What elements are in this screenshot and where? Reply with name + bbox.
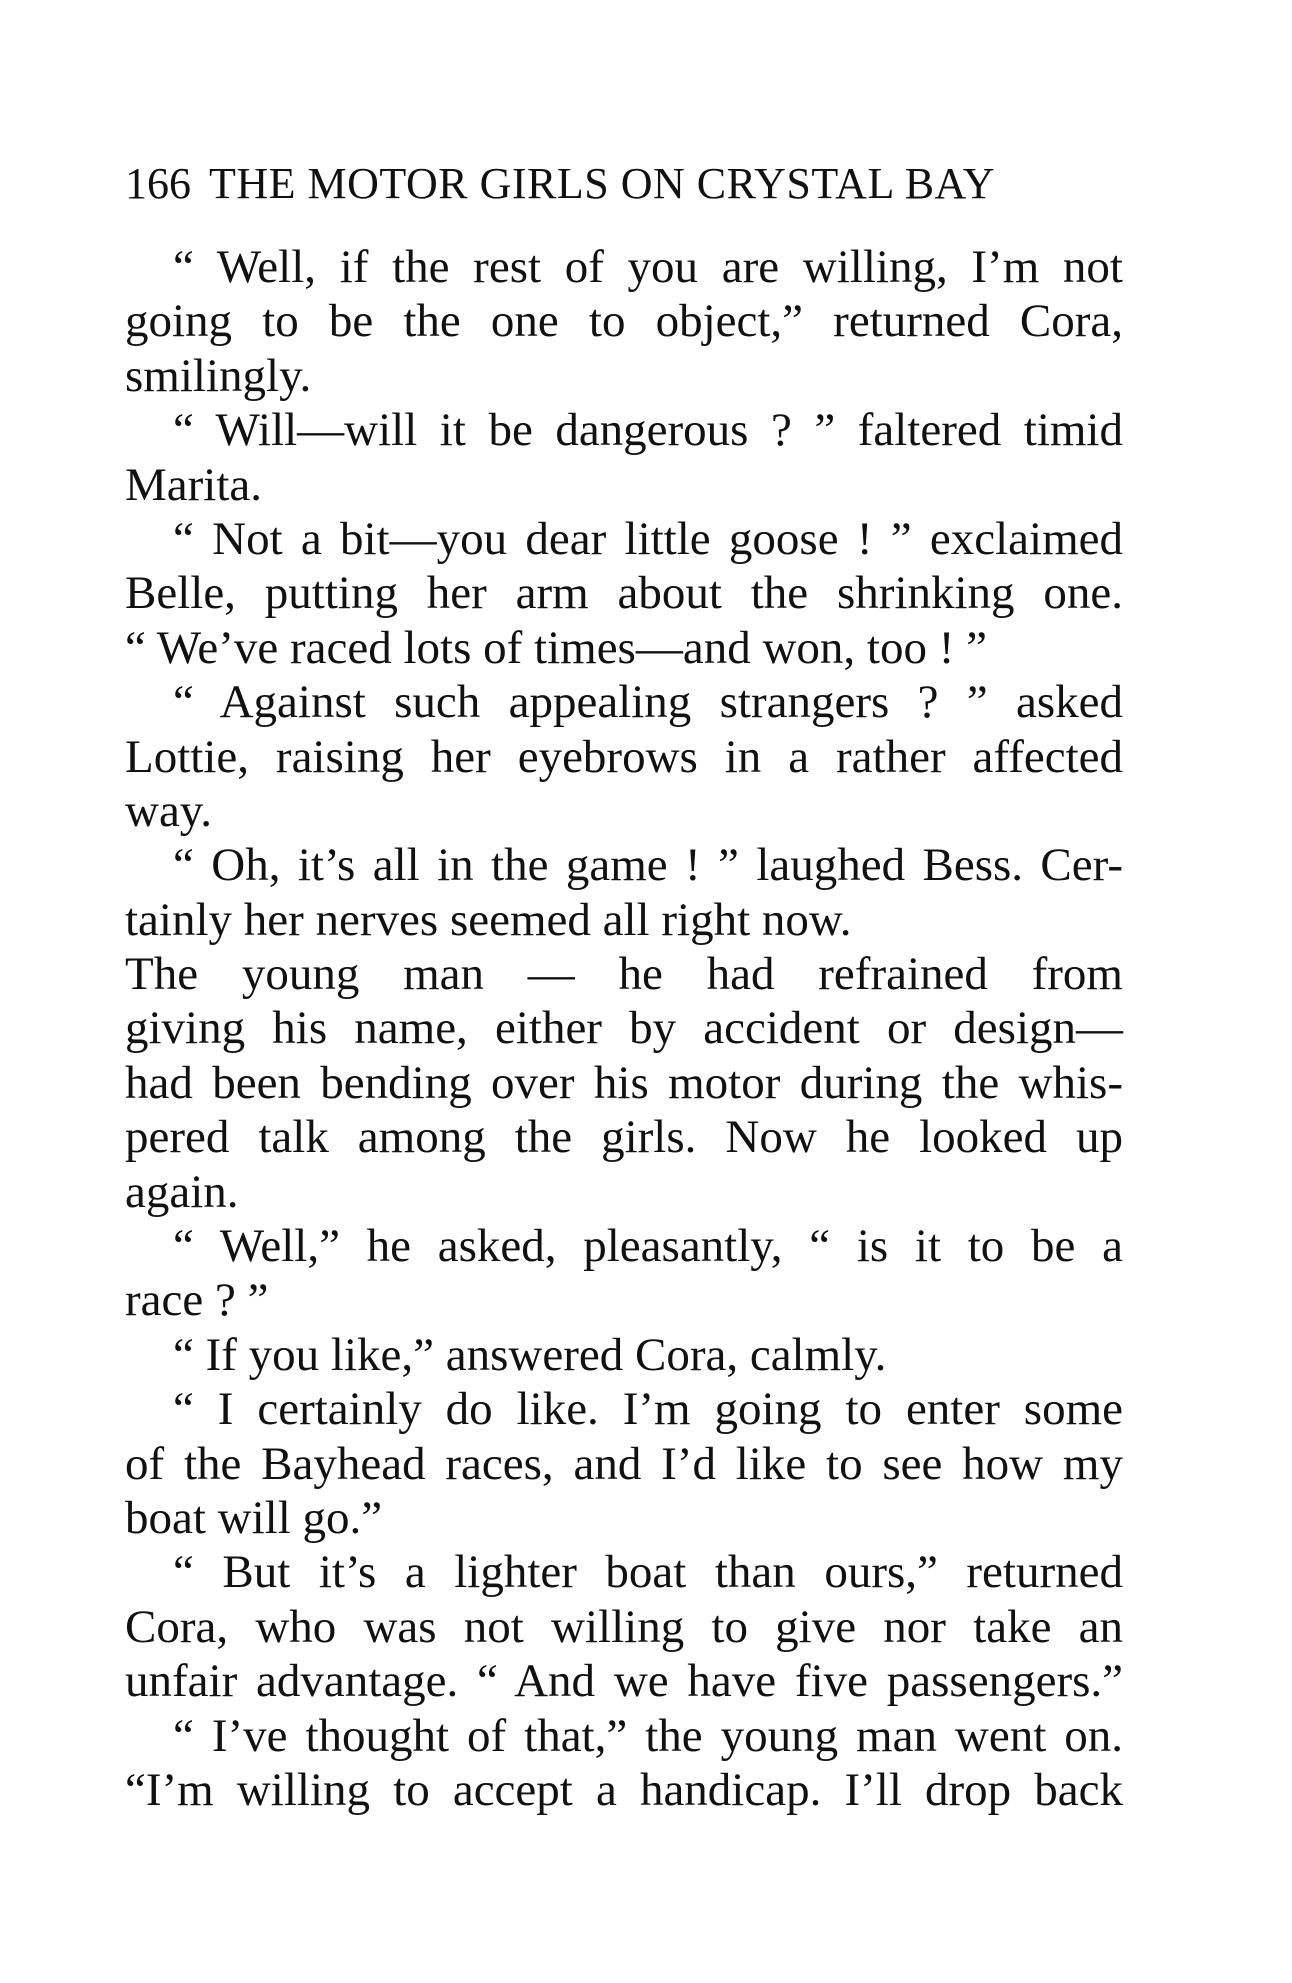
text-line: Marita.: [125, 458, 263, 511]
text-line: Belle, putting her arm about the shrinking one.: [125, 567, 1123, 620]
text-line: again.: [125, 1165, 239, 1218]
text-line: “ Against such appealing strangers ? ” asked: [173, 676, 1123, 729]
text-line: race ? ”: [125, 1274, 269, 1327]
text-line: “ Not a bit—you dear little goose ! ” exclaimed: [173, 512, 1123, 565]
text-line: “ Well,” he asked, pleasantly, “ is it to be a: [173, 1220, 1123, 1273]
text-line: “ If you like,” answered Cora, calmly.: [173, 1328, 887, 1381]
text-line: giving his name, either by accident or design—: [125, 1002, 1123, 1055]
text-line: Cora, who was not willing to give nor take an: [125, 1600, 1123, 1653]
text-line: “ Well, if the rest of you are willing, I’m not: [173, 241, 1123, 293]
text-line: unfair advantage. “ And we have five passengers.”: [125, 1655, 1123, 1708]
text-line: “I’m willing to accept a handicap. I’ll drop back: [125, 1763, 1123, 1816]
text-line: The young man — he had refrained from: [125, 948, 1123, 1001]
text-line: going to be the one to object,” returned Cora,: [125, 295, 1123, 348]
text-line: boat will go.”: [125, 1491, 383, 1544]
page-header: [125, 156, 1125, 212]
text-line: pered talk among the girls. Now he looked up: [125, 1111, 1123, 1164]
text-line: way.: [125, 784, 213, 837]
text-line: of the Bayhead races, and I’d like to see how my: [125, 1437, 1123, 1490]
body-text: [125, 240, 1123, 1817]
text-line: “ We’ve raced lots of times—and won, too ! ”: [125, 621, 987, 674]
text-line: “ Oh, it’s all in the game ! ” laughed Bess. Cer-: [173, 839, 1123, 892]
text-line: “ Will—will it be dangerous ? ” faltered timid: [173, 404, 1123, 457]
text-line: tainly her nerves seemed all right now.: [125, 893, 852, 946]
text-line: “ I certainly do like. I’m going to enter some: [173, 1383, 1123, 1436]
text-line: “ I’ve thought of that,” the young man went on.: [173, 1709, 1123, 1762]
page-number: 166: [125, 159, 191, 208]
text-line: had been bending over his motor during the whis-: [125, 1056, 1123, 1109]
text-line: smilingly.: [125, 349, 312, 402]
text-line: “ But it’s a lighter boat than ours,” returned: [173, 1546, 1123, 1599]
running-title: THE MOTOR GIRLS ON CRYSTAL BAY: [209, 159, 996, 208]
text-line: Lottie, raising her eyebrows in a rather affected: [125, 730, 1123, 783]
